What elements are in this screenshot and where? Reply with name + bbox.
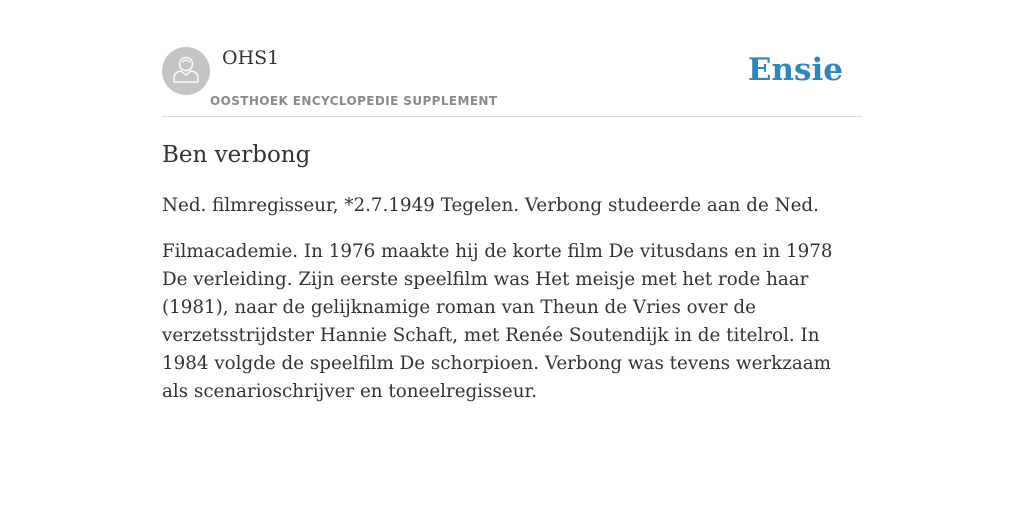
- user-icon: [172, 54, 200, 88]
- article-title: Ben verbong: [162, 142, 311, 168]
- article-paragraph: Ned. filmregisseur, *2.7.1949 Tegelen. Verbong studeerde aan de Ned.: [162, 195, 819, 216]
- author-avatar[interactable]: [162, 47, 210, 95]
- source-label[interactable]: OOSTHOEK ENCYCLOPEDIE SUPPLEMENT: [210, 94, 498, 108]
- article-paragraph: Filmacademie. In 1976 maakte hij de korte film De vitusdans en in 1978 De verleiding. Zijn eerste speelfilm was Het meisje met het rode haar (1981), naar de gelijknamige roman van Theun de Vries over de verzetsstrijdster Hannie Schaft, met Renée Soutendijk in de titelrol. In 1984 volgde de speelfilm De schorpioen. Verbong was tevens werkzaam als scenarioschrijver en toneelregisseur.: [162, 241, 833, 402]
- article-header: [162, 0, 862, 117]
- author-name[interactable]: OHS1: [222, 47, 280, 69]
- ensie-logo[interactable]: Ensie: [747, 52, 843, 88]
- article-card: [162, 0, 862, 512]
